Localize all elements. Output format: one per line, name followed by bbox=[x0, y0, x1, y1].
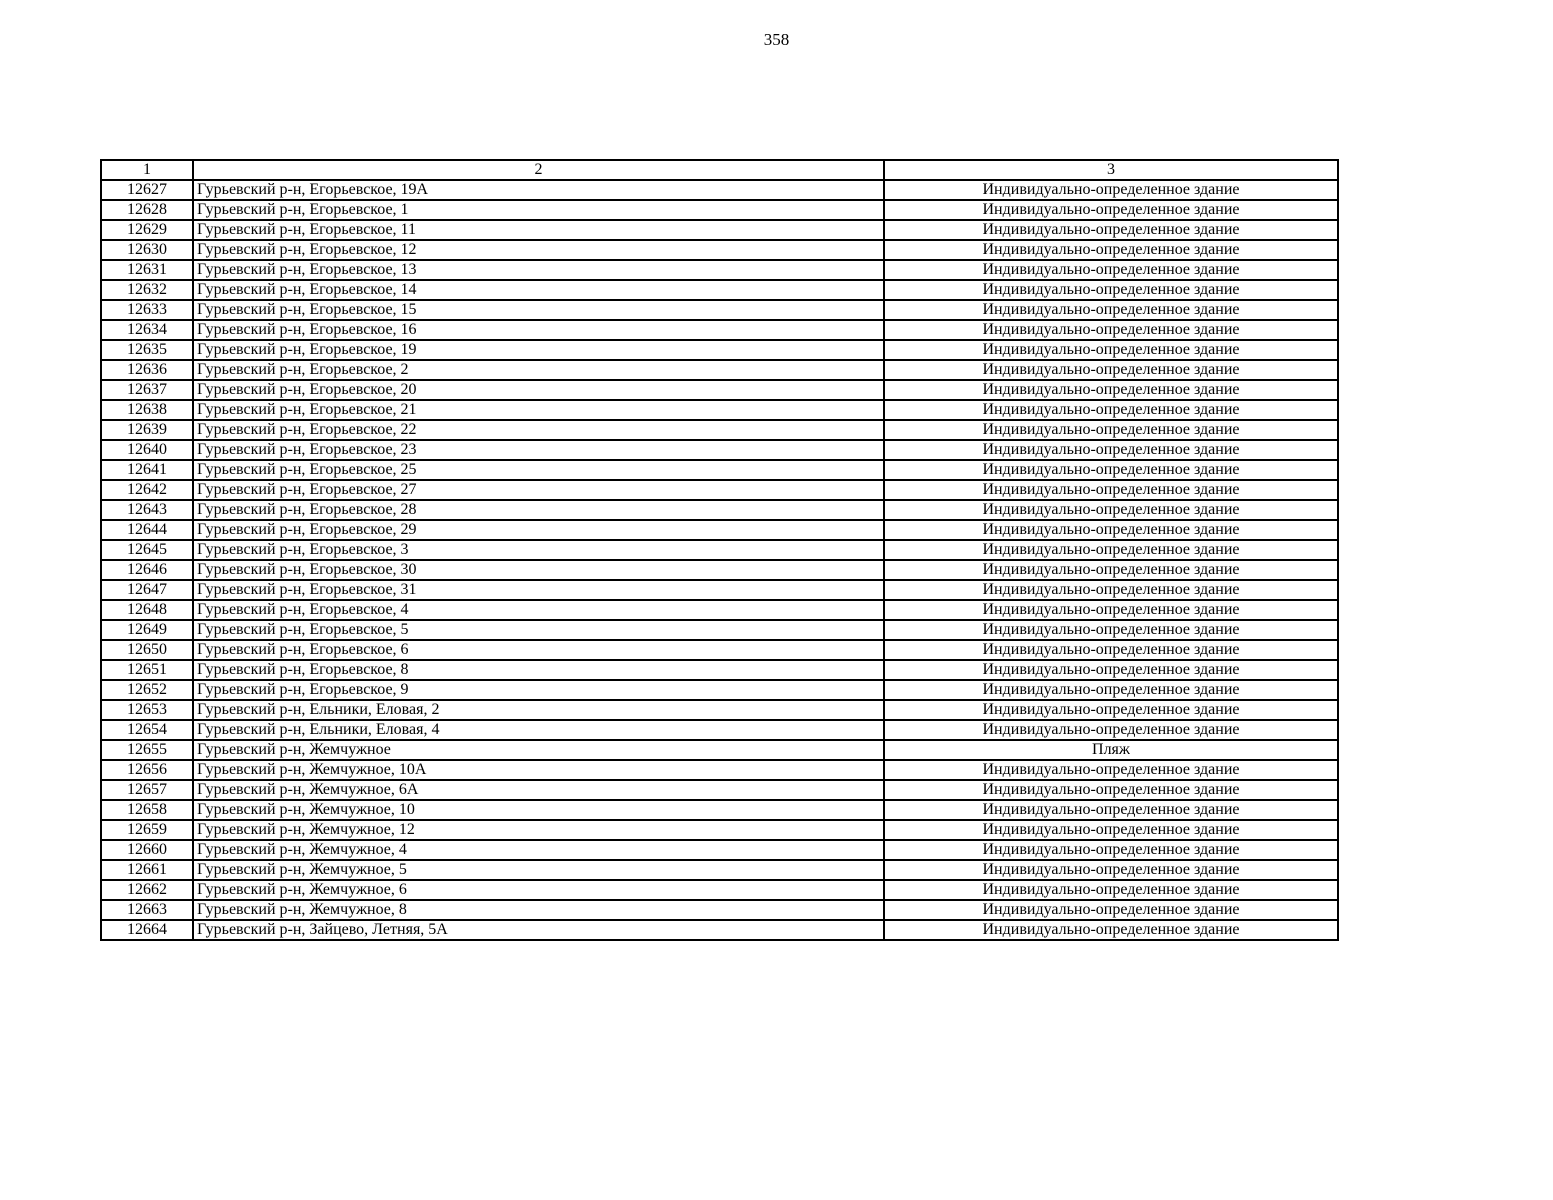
property-register-table bbox=[100, 159, 1339, 941]
page-number: 358 bbox=[763, 30, 790, 49]
row-address-cell: Гурьевский р-н, Егорьевское, 28 bbox=[193, 500, 884, 520]
row-address-cell: Гурьевский р-н, Егорьевское, 14 bbox=[193, 280, 884, 300]
table-row bbox=[101, 840, 1338, 860]
row-address-cell: Гурьевский р-н, Жемчужное bbox=[193, 740, 884, 760]
row-object-type-cell: Индивидуально-определенное здание bbox=[884, 880, 1338, 900]
row-number-cell: 12663 bbox=[101, 900, 193, 920]
row-number-cell: 12651 bbox=[101, 660, 193, 680]
row-address-cell: Гурьевский р-н, Жемчужное, 6 bbox=[193, 880, 884, 900]
row-object-type-cell: Индивидуально-определенное здание bbox=[884, 240, 1338, 260]
row-address-cell: Гурьевский р-н, Егорьевское, 13 bbox=[193, 260, 884, 280]
table-row bbox=[101, 360, 1338, 380]
row-number-cell: 12662 bbox=[101, 880, 193, 900]
row-address-cell: Гурьевский р-н, Егорьевское, 16 bbox=[193, 320, 884, 340]
row-object-type-cell: Индивидуально-определенное здание bbox=[884, 180, 1338, 200]
row-number-cell: 12634 bbox=[101, 320, 193, 340]
row-address-cell: Гурьевский р-н, Егорьевское, 6 bbox=[193, 640, 884, 660]
row-object-type-cell: Индивидуально-определенное здание bbox=[884, 320, 1338, 340]
row-number-cell: 12642 bbox=[101, 480, 193, 500]
row-number-cell: 12647 bbox=[101, 580, 193, 600]
row-number-cell: 12640 bbox=[101, 440, 193, 460]
row-address-cell: Гурьевский р-н, Егорьевское, 1 bbox=[193, 200, 884, 220]
table-row bbox=[101, 880, 1338, 900]
row-number-cell: 12639 bbox=[101, 420, 193, 440]
row-object-type-cell: Индивидуально-определенное здание bbox=[884, 500, 1338, 520]
row-address-cell: Гурьевский р-н, Егорьевское, 2 bbox=[193, 360, 884, 380]
table-row bbox=[101, 380, 1338, 400]
row-object-type-cell: Индивидуально-определенное здание bbox=[884, 760, 1338, 780]
row-number-cell: 12645 bbox=[101, 540, 193, 560]
row-object-type-cell: Пляж bbox=[884, 740, 1338, 760]
table-row bbox=[101, 700, 1338, 720]
table-row bbox=[101, 560, 1338, 580]
row-number-cell: 12657 bbox=[101, 780, 193, 800]
table-row bbox=[101, 520, 1338, 540]
row-object-type-cell: Индивидуально-определенное здание bbox=[884, 640, 1338, 660]
row-number-cell: 12646 bbox=[101, 560, 193, 580]
row-address-cell: Гурьевский р-н, Егорьевское, 29 bbox=[193, 520, 884, 540]
row-number-cell: 12631 bbox=[101, 260, 193, 280]
row-address-cell: Гурьевский р-н, Егорьевское, 23 bbox=[193, 440, 884, 460]
table-row bbox=[101, 740, 1338, 760]
row-address-cell: Гурьевский р-н, Егорьевское, 25 bbox=[193, 460, 884, 480]
row-object-type-cell: Индивидуально-определенное здание bbox=[884, 360, 1338, 380]
table-row bbox=[101, 240, 1338, 260]
row-address-cell: Гурьевский р-н, Егорьевское, 9 bbox=[193, 680, 884, 700]
row-object-type-cell: Индивидуально-определенное здание bbox=[884, 400, 1338, 420]
row-address-cell: Гурьевский р-н, Егорьевское, 8 bbox=[193, 660, 884, 680]
row-address-cell: Гурьевский р-н, Жемчужное, 4 bbox=[193, 840, 884, 860]
row-object-type-cell: Индивидуально-определенное здание bbox=[884, 540, 1338, 560]
table-row bbox=[101, 800, 1338, 820]
row-object-type-cell: Индивидуально-определенное здание bbox=[884, 460, 1338, 480]
row-address-cell: Гурьевский р-н, Егорьевское, 22 bbox=[193, 420, 884, 440]
row-number-cell: 12664 bbox=[101, 920, 193, 940]
row-number-cell: 12630 bbox=[101, 240, 193, 260]
row-object-type-cell: Индивидуально-определенное здание bbox=[884, 580, 1338, 600]
row-address-cell: Гурьевский р-н, Зайцево, Летняя, 5А bbox=[193, 920, 884, 940]
table-row bbox=[101, 660, 1338, 680]
table-row bbox=[101, 820, 1338, 840]
row-object-type-cell: Индивидуально-определенное здание bbox=[884, 560, 1338, 580]
row-object-type-cell: Индивидуально-определенное здание bbox=[884, 620, 1338, 640]
column-header-number: 1 bbox=[101, 160, 193, 180]
row-address-cell: Гурьевский р-н, Егорьевское, 19А bbox=[193, 180, 884, 200]
row-address-cell: Гурьевский р-н, Егорьевское, 31 bbox=[193, 580, 884, 600]
row-object-type-cell: Индивидуально-определенное здание bbox=[884, 660, 1338, 680]
table-row bbox=[101, 400, 1338, 420]
row-object-type-cell: Индивидуально-определенное здание bbox=[884, 680, 1338, 700]
row-object-type-cell: Индивидуально-определенное здание bbox=[884, 220, 1338, 240]
row-number-cell: 12632 bbox=[101, 280, 193, 300]
row-address-cell: Гурьевский р-н, Егорьевское, 12 bbox=[193, 240, 884, 260]
row-address-cell: Гурьевский р-н, Егорьевское, 5 bbox=[193, 620, 884, 640]
row-address-cell: Гурьевский р-н, Жемчужное, 5 bbox=[193, 860, 884, 880]
row-address-cell: Гурьевский р-н, Ельники, Еловая, 2 bbox=[193, 700, 884, 720]
row-address-cell: Гурьевский р-н, Жемчужное, 12 bbox=[193, 820, 884, 840]
row-number-cell: 12641 bbox=[101, 460, 193, 480]
row-object-type-cell: Индивидуально-определенное здание bbox=[884, 300, 1338, 320]
row-number-cell: 12638 bbox=[101, 400, 193, 420]
table-row bbox=[101, 280, 1338, 300]
row-object-type-cell: Индивидуально-определенное здание bbox=[884, 920, 1338, 940]
row-address-cell: Гурьевский р-н, Жемчужное, 10А bbox=[193, 760, 884, 780]
row-address-cell: Гурьевский р-н, Егорьевское, 4 bbox=[193, 600, 884, 620]
column-header-address: 2 bbox=[193, 160, 884, 180]
row-address-cell: Гурьевский р-н, Егорьевское, 11 bbox=[193, 220, 884, 240]
table-row bbox=[101, 600, 1338, 620]
table-header-row bbox=[101, 160, 1338, 180]
table-row bbox=[101, 420, 1338, 440]
row-address-cell: Гурьевский р-н, Жемчужное, 10 bbox=[193, 800, 884, 820]
row-address-cell: Гурьевский р-н, Егорьевское, 21 bbox=[193, 400, 884, 420]
row-object-type-cell: Индивидуально-определенное здание bbox=[884, 700, 1338, 720]
row-number-cell: 12633 bbox=[101, 300, 193, 320]
row-address-cell: Гурьевский р-н, Жемчужное, 8 bbox=[193, 900, 884, 920]
column-header-type: 3 bbox=[884, 160, 1338, 180]
row-address-cell: Гурьевский р-н, Егорьевское, 27 bbox=[193, 480, 884, 500]
row-number-cell: 12643 bbox=[101, 500, 193, 520]
row-object-type-cell: Индивидуально-определенное здание bbox=[884, 600, 1338, 620]
row-object-type-cell: Индивидуально-определенное здание bbox=[884, 260, 1338, 280]
row-object-type-cell: Индивидуально-определенное здание bbox=[884, 280, 1338, 300]
row-object-type-cell: Индивидуально-определенное здание bbox=[884, 720, 1338, 740]
row-number-cell: 12637 bbox=[101, 380, 193, 400]
table-row bbox=[101, 440, 1338, 460]
row-number-cell: 12653 bbox=[101, 700, 193, 720]
row-object-type-cell: Индивидуально-определенное здание bbox=[884, 440, 1338, 460]
table-row bbox=[101, 540, 1338, 560]
row-object-type-cell: Индивидуально-определенное здание bbox=[884, 340, 1338, 360]
row-address-cell: Гурьевский р-н, Егорьевское, 20 bbox=[193, 380, 884, 400]
table-row bbox=[101, 460, 1338, 480]
table-row bbox=[101, 340, 1338, 360]
row-object-type-cell: Индивидуально-определенное здание bbox=[884, 420, 1338, 440]
row-number-cell: 12635 bbox=[101, 340, 193, 360]
table-row bbox=[101, 320, 1338, 340]
row-number-cell: 12648 bbox=[101, 600, 193, 620]
table-row bbox=[101, 580, 1338, 600]
row-number-cell: 12650 bbox=[101, 640, 193, 660]
row-object-type-cell: Индивидуально-определенное здание bbox=[884, 860, 1338, 880]
row-number-cell: 12659 bbox=[101, 820, 193, 840]
row-number-cell: 12629 bbox=[101, 220, 193, 240]
row-address-cell: Гурьевский р-н, Егорьевское, 19 bbox=[193, 340, 884, 360]
table-row bbox=[101, 760, 1338, 780]
row-number-cell: 12654 bbox=[101, 720, 193, 740]
row-object-type-cell: Индивидуально-определенное здание bbox=[884, 780, 1338, 800]
row-object-type-cell: Индивидуально-определенное здание bbox=[884, 800, 1338, 820]
row-number-cell: 12660 bbox=[101, 840, 193, 860]
table-row bbox=[101, 780, 1338, 800]
table-row bbox=[101, 180, 1338, 200]
table-row bbox=[101, 300, 1338, 320]
table-row bbox=[101, 200, 1338, 220]
row-address-cell: Гурьевский р-н, Ельники, Еловая, 4 bbox=[193, 720, 884, 740]
row-object-type-cell: Индивидуально-определенное здание bbox=[884, 480, 1338, 500]
table-row bbox=[101, 720, 1338, 740]
row-number-cell: 12658 bbox=[101, 800, 193, 820]
row-address-cell: Гурьевский р-н, Егорьевское, 15 bbox=[193, 300, 884, 320]
row-number-cell: 12644 bbox=[101, 520, 193, 540]
row-number-cell: 12655 bbox=[101, 740, 193, 760]
row-object-type-cell: Индивидуально-определенное здание bbox=[884, 900, 1338, 920]
table-row bbox=[101, 640, 1338, 660]
table-row bbox=[101, 620, 1338, 640]
row-address-cell: Гурьевский р-н, Егорьевское, 30 bbox=[193, 560, 884, 580]
row-number-cell: 12656 bbox=[101, 760, 193, 780]
table-row bbox=[101, 500, 1338, 520]
table-row bbox=[101, 260, 1338, 280]
row-address-cell: Гурьевский р-н, Егорьевское, 3 bbox=[193, 540, 884, 560]
row-number-cell: 12661 bbox=[101, 860, 193, 880]
row-number-cell: 12636 bbox=[101, 360, 193, 380]
row-number-cell: 12627 bbox=[101, 180, 193, 200]
row-number-cell: 12649 bbox=[101, 620, 193, 640]
table-row bbox=[101, 220, 1338, 240]
row-object-type-cell: Индивидуально-определенное здание bbox=[884, 520, 1338, 540]
table-row bbox=[101, 480, 1338, 500]
row-object-type-cell: Индивидуально-определенное здание bbox=[884, 840, 1338, 860]
row-number-cell: 12628 bbox=[101, 200, 193, 220]
row-object-type-cell: Индивидуально-определенное здание bbox=[884, 200, 1338, 220]
table-row bbox=[101, 680, 1338, 700]
row-address-cell: Гурьевский р-н, Жемчужное, 6А bbox=[193, 780, 884, 800]
row-number-cell: 12652 bbox=[101, 680, 193, 700]
row-object-type-cell: Индивидуально-определенное здание bbox=[884, 820, 1338, 840]
table-row bbox=[101, 860, 1338, 880]
table-row bbox=[101, 920, 1338, 940]
row-object-type-cell: Индивидуально-определенное здание bbox=[884, 380, 1338, 400]
table-body bbox=[101, 160, 1338, 940]
table-row bbox=[101, 900, 1338, 920]
